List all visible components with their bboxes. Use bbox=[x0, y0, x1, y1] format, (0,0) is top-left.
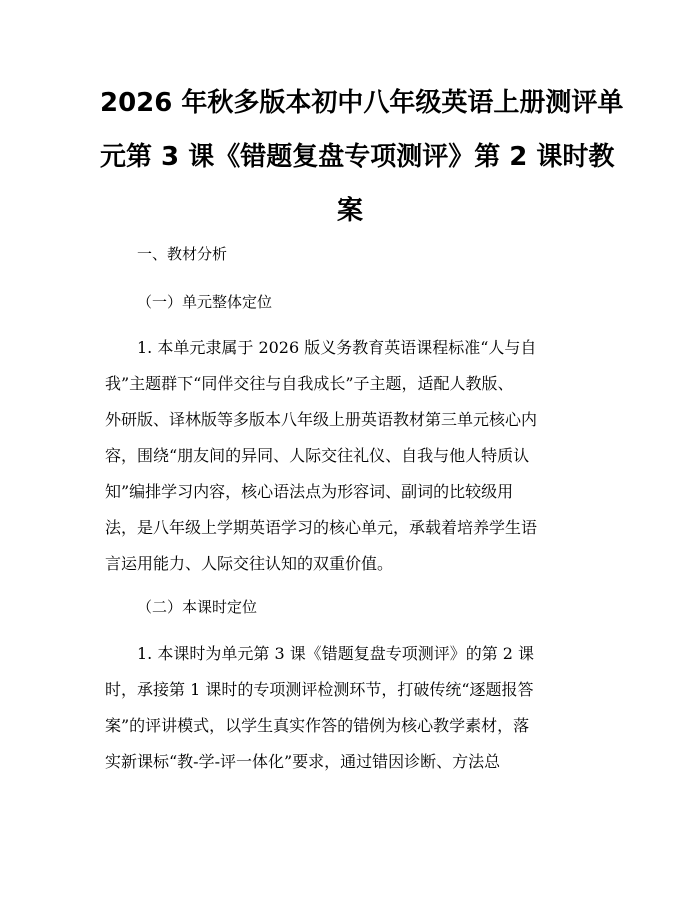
title-line: 案 bbox=[336, 196, 363, 226]
paragraph-line: 我”主题群下“同伴交往与自我成长”子主题，适配人教版、 bbox=[105, 374, 514, 393]
subsection-heading-lesson-positioning: （二）本课时定位 bbox=[137, 598, 258, 616]
paragraph-unit-positioning bbox=[105, 330, 600, 582]
paragraph-line: 言运用能力、人际交往认知的双重价值。 bbox=[105, 554, 394, 573]
subsection-heading-unit-positioning: （一）单元整体定位 bbox=[137, 293, 273, 311]
document-title bbox=[100, 76, 624, 238]
paragraph-line: 外研版、译林版等多版本八年级上册英语教材第三单元核心内 bbox=[105, 410, 538, 429]
paragraph-line: 容，围绕“朋友间的异同、人际交往礼仪、自我与他人特质认 bbox=[105, 446, 530, 465]
paragraph-lesson-positioning bbox=[105, 636, 600, 780]
title-line: 元第 3 课《错题复盘专项测评》第 2 课时教 bbox=[100, 142, 615, 172]
paragraph-line: 1. 本单元隶属于 2026 版义务教育英语课程标准“人与自 bbox=[137, 338, 537, 357]
paragraph-line: 法，是八年级上学期英语学习的核心单元，承载着培养学生语 bbox=[105, 518, 538, 537]
paragraph-line: 案”的评讲模式，以学生真实作答的错例为核心教学素材，落 bbox=[105, 716, 530, 735]
paragraph-line: 实新课标“教-学-评一体化”要求，通过错因诊断、方法总 bbox=[105, 752, 501, 771]
title-line: 2026 年秋多版本初中八年级英语上册测评单 bbox=[100, 88, 624, 118]
paragraph-line: 1. 本课时为单元第 3 课《错题复盘专项测评》的第 2 课 bbox=[137, 644, 535, 663]
section-heading-textbook-analysis: 一、教材分析 bbox=[137, 245, 228, 263]
paragraph-line: 时，承接第 1 课时的专项测评检测环节，打破传统“逐题报答 bbox=[105, 680, 534, 699]
paragraph-line: 知”编排学习内容，核心语法点为形容词、副词的比较级用 bbox=[105, 482, 514, 501]
